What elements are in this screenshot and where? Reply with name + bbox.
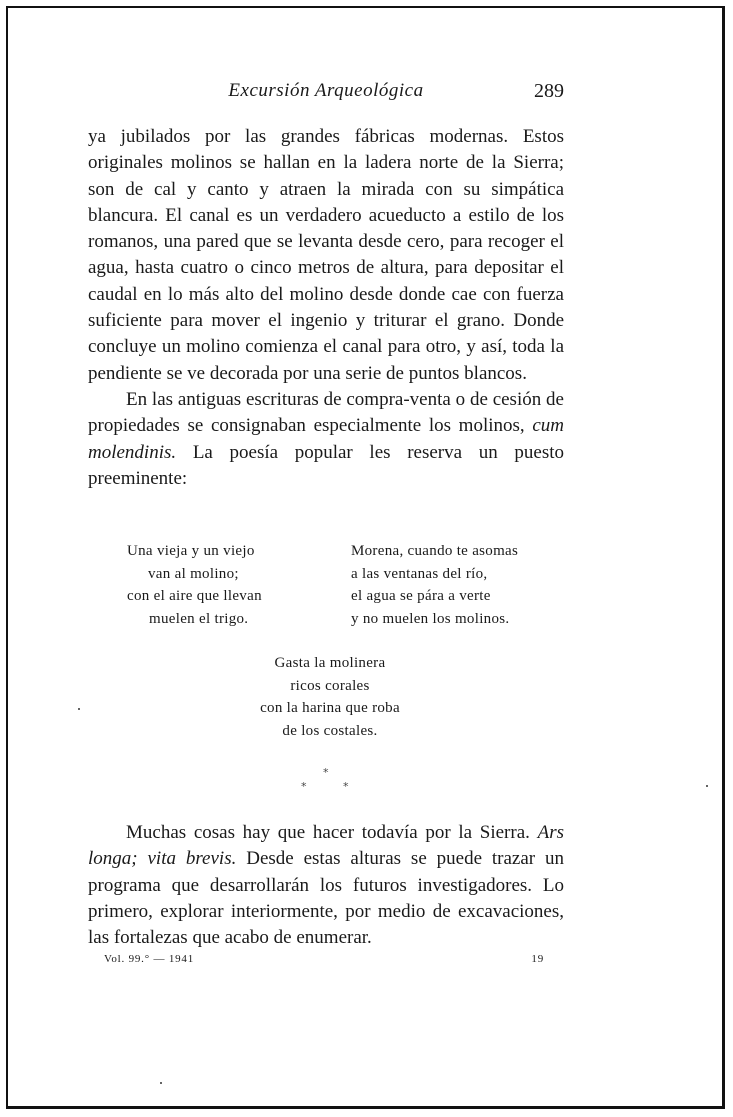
asterisk: * (343, 780, 349, 793)
asterisk: * (323, 766, 329, 779)
poem-line: con el aire que llevan (127, 588, 262, 604)
poem-line: van al molino; (148, 565, 239, 582)
print-speck (78, 708, 80, 710)
poem-line: a las ventanas del río, (351, 565, 488, 582)
paragraph-2 (88, 387, 564, 492)
page-header (88, 80, 564, 108)
closing-text (88, 820, 564, 951)
latin-phrase: Ars longa; vita brevis. (88, 822, 565, 870)
poems-block (0, 540, 733, 640)
paragraph-3 (88, 820, 564, 951)
poem-center (0, 652, 660, 742)
poem-line: el agua se pára a verte (351, 588, 491, 604)
asterism-divider (293, 766, 363, 796)
paragraph-2-start: En las antiguas escrituras de compra-venta o de cesión de propiedades se consignaban especialmente los molinos, (88, 388, 564, 437)
running-title: Excursión Arqueológica (228, 80, 424, 101)
poem-line: Gasta la molinera (274, 655, 386, 671)
poem-line: Una vieja y un viejo (127, 543, 255, 559)
poem-right (351, 540, 518, 630)
poem-line: y no muelen los molinos. (351, 610, 510, 627)
print-speck (706, 785, 708, 787)
poem-line: ricos corales (290, 677, 370, 694)
print-speck (160, 1082, 162, 1084)
page-footer (104, 953, 544, 973)
poem-left (127, 540, 262, 630)
page-number: 289 (534, 80, 564, 102)
signature-number: 19 (531, 953, 544, 965)
paragraph-3-end: Desde estas alturas se puede trazar un programa que desarrollarán los futuros investigadores. Lo primero, explorar interiormente, por medio de excavaciones, las fortalezas que acabo de enumerar. (88, 848, 565, 949)
paragraph-1: ya jubilados por las grandes fábricas modernas. Estos originales molinos se hallan en la ladera norte de la Sierra; son de cal y canto y atraen la mirada con su simpática blancura. El canal es un verdadero acueducto a estilo de los romanos, una pared que se levanta desde cero, para recoger el agua, hasta cuatro o cinco metros de altura, para depositar el caudal en lo más alto del molino desde donde cae con fuerza suficiente para mover el ingenio y triturar el grano. Donde concluye un molino comienza el canal para otro, y así, toda la pendiente se ve decorada por una serie de puntos blancos. (88, 126, 564, 384)
volume-signature: Vol. 99.° — 1941 (104, 953, 195, 965)
poem-line: con la harina que roba (260, 700, 400, 716)
poem-line: de los costales. (282, 722, 378, 739)
main-text (88, 124, 564, 492)
poem-line: muelen el trigo. (149, 610, 249, 627)
latin-phrase: cum molendinis. (88, 415, 564, 463)
asterisk: * (301, 780, 307, 793)
paragraph-2-end: La poesía popular les reserva un puesto preeminente: (88, 441, 564, 489)
poem-line: Morena, cuando te asomas (351, 543, 519, 559)
paragraph-3-start: Muchas cosas hay que hacer todavía por la Sierra. (126, 822, 530, 843)
